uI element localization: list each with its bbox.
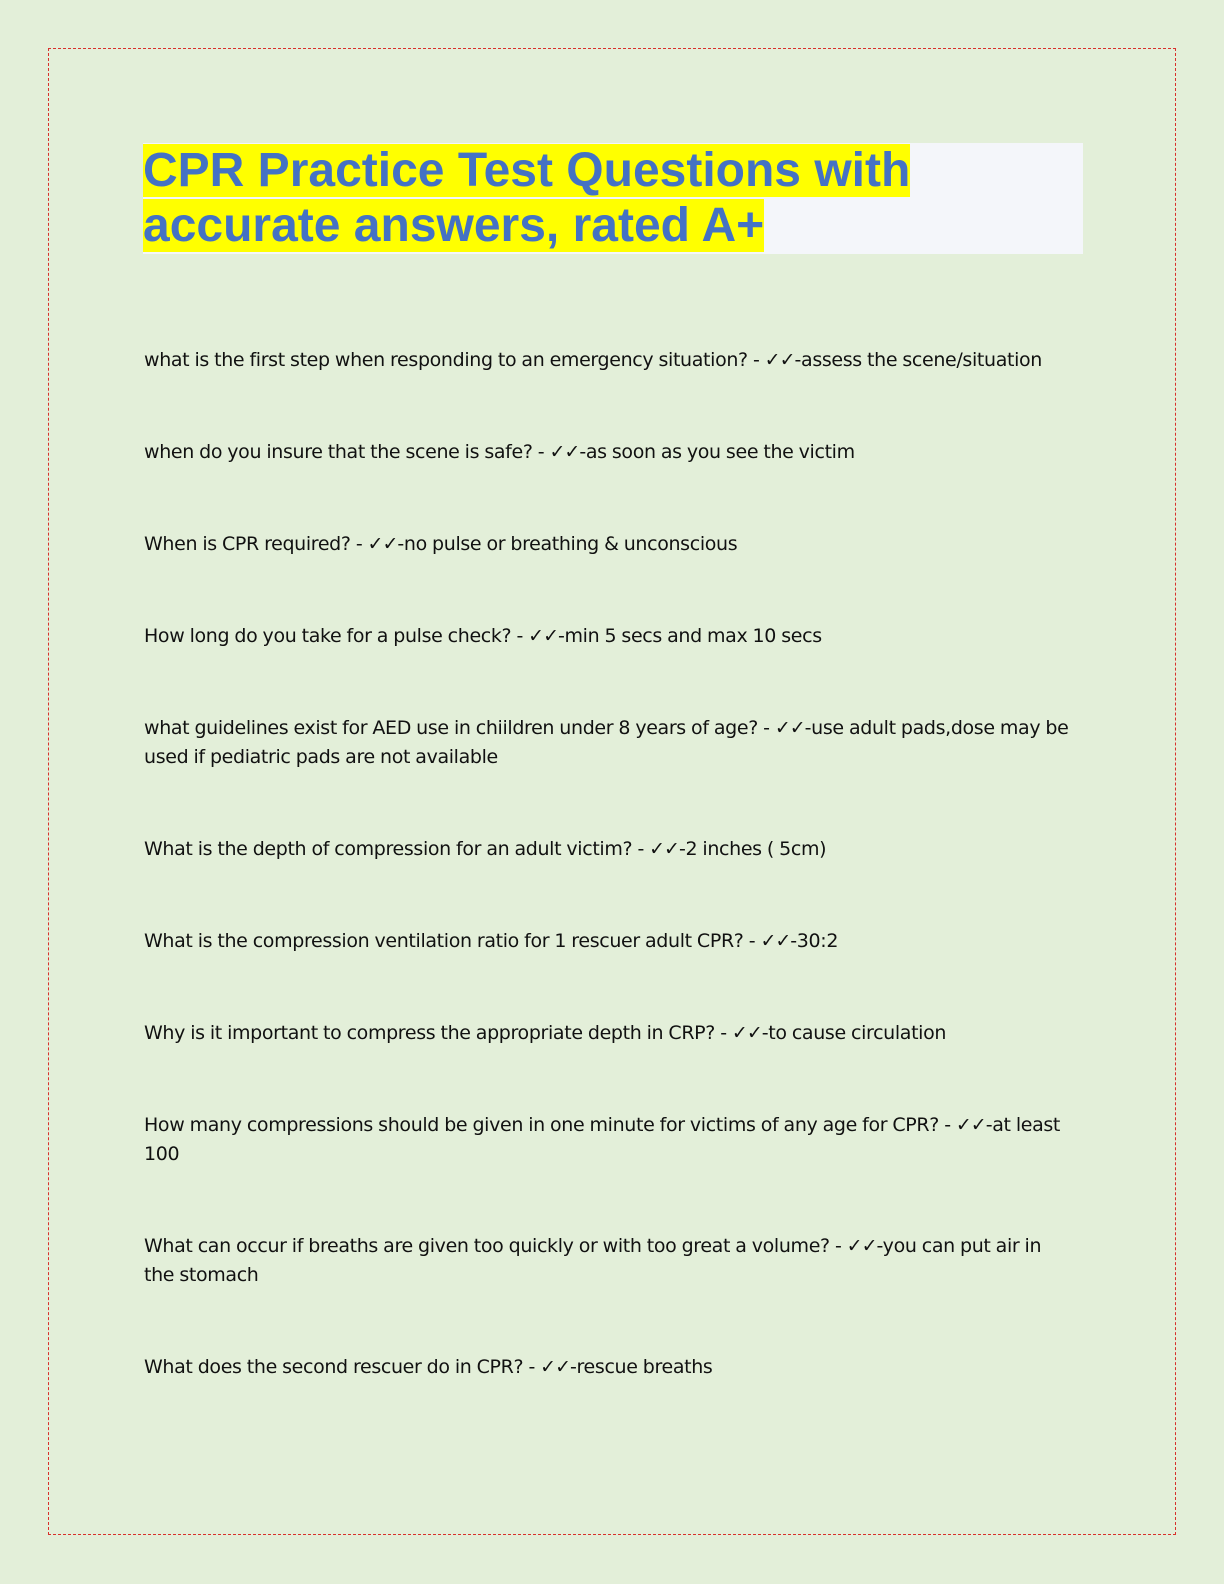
double-check-icon: ✓✓ — [846, 1235, 877, 1257]
question: How long do you take for a pulse check? — [144, 625, 512, 647]
page-border — [48, 48, 1176, 1535]
question: What can occur if breaths are given too quickly or with too great a volume? — [144, 1235, 830, 1257]
separator: - — [632, 838, 650, 860]
question: Why is it important to compress the appropriate depth in CRP? — [144, 1022, 716, 1044]
double-check-icon: ✓✓ — [774, 717, 805, 739]
title-line-1: CPR Practice Test Questions with — [143, 144, 911, 197]
separator: - — [743, 930, 761, 952]
double-check-icon: ✓✓ — [955, 1114, 986, 1136]
answer: -assess the scene/situation — [794, 349, 1042, 371]
question: When is CPR required? — [144, 533, 351, 555]
question: What is the depth of compression for an adult victim? — [144, 838, 633, 860]
separator: - — [350, 533, 368, 555]
double-check-icon: ✓✓ — [764, 349, 795, 371]
answer: -you can put air in the stomach — [144, 1235, 1042, 1286]
qa-item — [144, 835, 1074, 864]
double-check-icon: ✓✓ — [367, 533, 398, 555]
title-block — [143, 143, 1083, 254]
question: How many compressions should be given in one minute for victims of any age for CPR? — [144, 1114, 939, 1136]
separator: - — [523, 1356, 541, 1378]
double-check-icon: ✓✓ — [549, 441, 580, 463]
separator: - — [532, 441, 550, 463]
qa-item — [144, 1111, 1074, 1169]
question: What is the compression ventilation ratio for 1 rescuer adult CPR? — [144, 930, 744, 952]
answer: -min 5 secs and max 10 secs — [558, 625, 822, 647]
question: What does the second rescuer do in CPR? — [144, 1356, 524, 1378]
document-title — [143, 143, 1083, 253]
qa-item — [144, 530, 1074, 559]
answer: -at least 100 — [144, 1114, 1061, 1165]
answer: -30:2 — [790, 930, 839, 952]
separator: - — [829, 1235, 847, 1257]
separator: - — [939, 1114, 956, 1136]
separator: - — [511, 625, 529, 647]
separator: - — [747, 349, 765, 371]
answer: -to cause circulation — [761, 1022, 947, 1044]
question: when do you insure that the scene is safe? — [144, 441, 533, 463]
qa-item — [144, 714, 1074, 772]
qa-item — [144, 1019, 1074, 1048]
answer: -as soon as you see the victim — [579, 441, 855, 463]
separator: - — [715, 1022, 732, 1044]
answer: -use adult pads,dose may be used if pediatric pads are not available — [144, 717, 1069, 768]
double-check-icon: ✓✓ — [540, 1356, 570, 1378]
answer: -2 inches ( 5cm) — [678, 838, 827, 860]
double-check-icon: ✓✓ — [649, 838, 679, 860]
double-check-icon: ✓✓ — [731, 1022, 762, 1044]
title-line-2: accurate answers, rated A+ — [143, 199, 765, 252]
qa-item — [144, 438, 1074, 467]
double-check-icon: ✓✓ — [528, 625, 559, 647]
qa-item — [144, 622, 1074, 651]
qa-item — [144, 346, 1074, 375]
double-check-icon: ✓✓ — [760, 930, 791, 952]
question: what is the first step when responding to an emergency situation? — [144, 349, 748, 371]
answer: -no pulse or breathing & unconscious — [397, 533, 738, 555]
question: what guidelines exist for AED use in chiildren under 8 years of age? — [144, 717, 758, 739]
qa-item — [144, 1353, 1074, 1382]
qa-item — [144, 927, 1074, 956]
answer: -rescue breaths — [570, 1356, 713, 1378]
separator: - — [757, 717, 775, 739]
qa-item — [144, 1232, 1074, 1290]
